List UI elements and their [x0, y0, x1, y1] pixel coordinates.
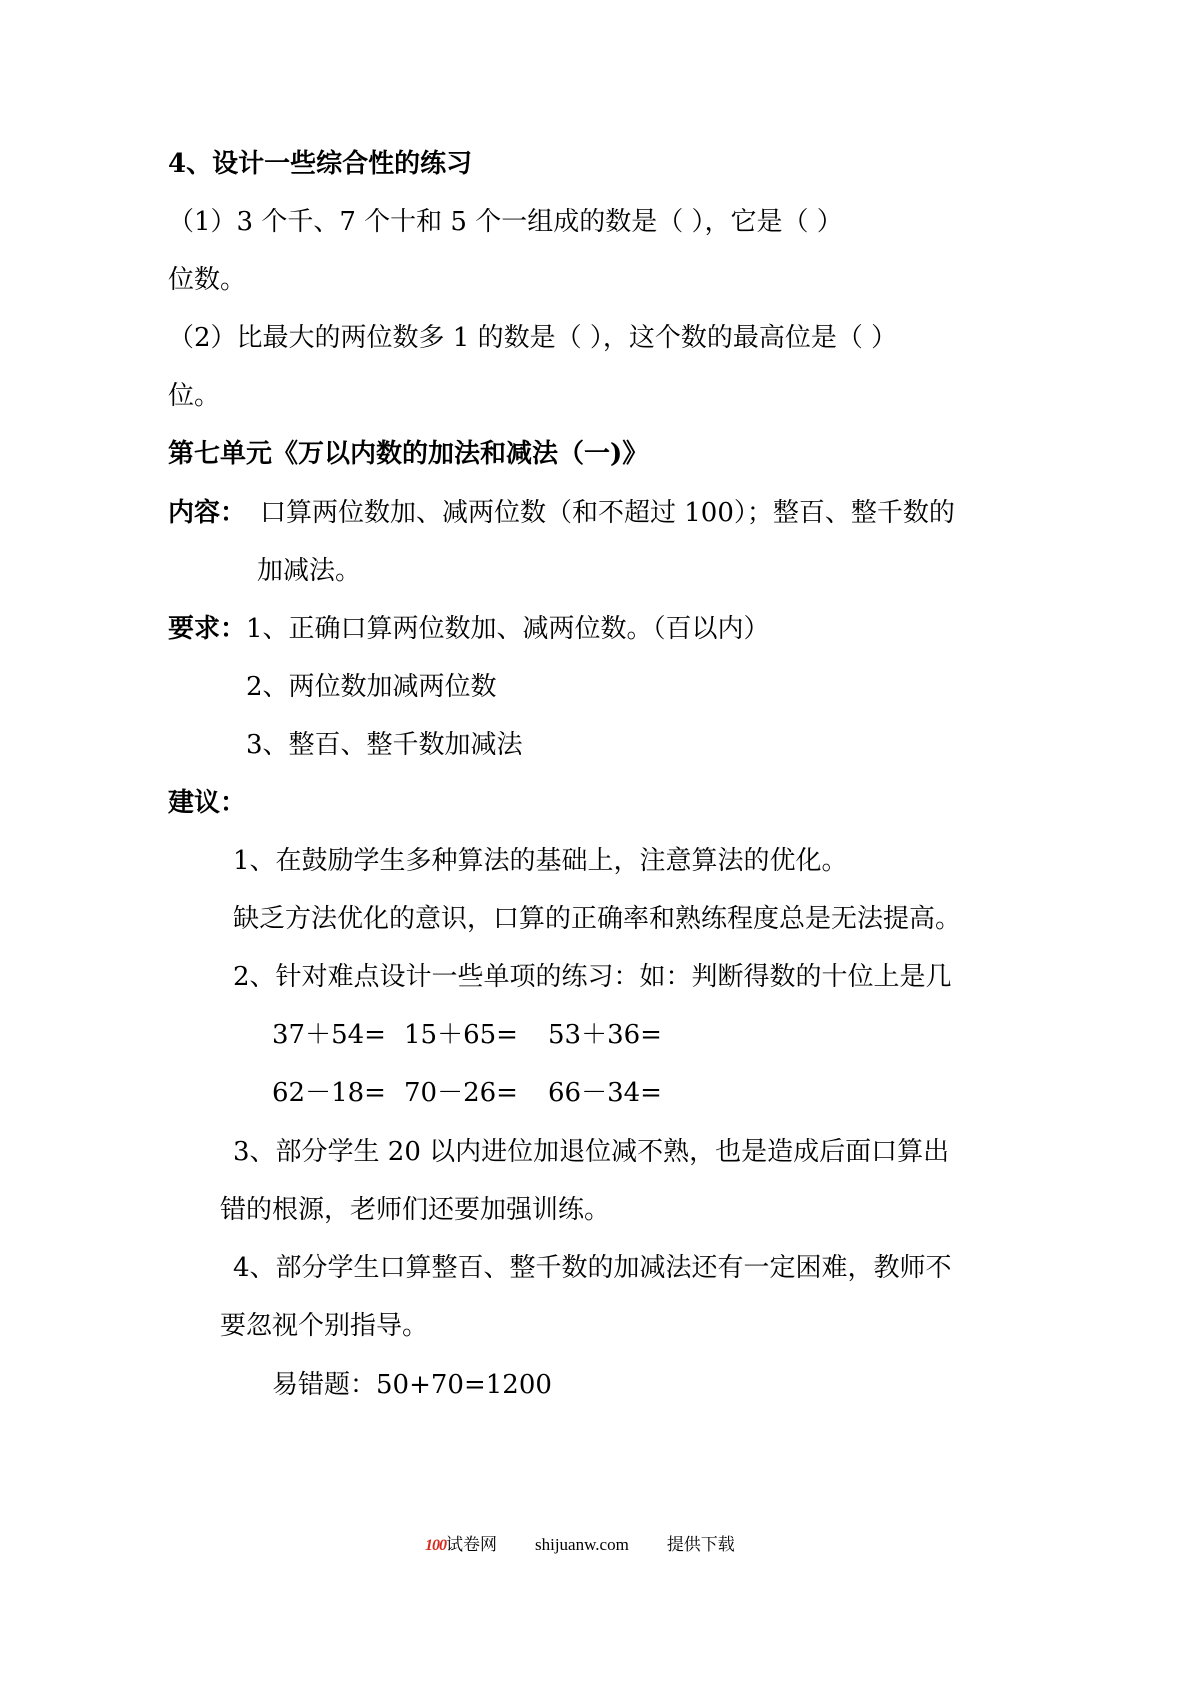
requirements-label: 要求： [168, 614, 247, 644]
content-label: 内容： [168, 498, 247, 528]
question-1-line-1: （1）3 个千、7 个十和 5 个一组成的数是（ ），它是（ ） [168, 207, 843, 237]
section-heading-4: 4、设计一些综合性的练习 [168, 149, 473, 179]
question-1-line-2: 位数。 [168, 265, 247, 295]
site-name: 试卷网 [446, 1535, 497, 1554]
footer [425, 1533, 735, 1558]
suggestion-4-line-2: 要忽视个别指导。 [220, 1311, 429, 1341]
site-domain-link[interactable]: shijuanw.com [535, 1535, 629, 1554]
content-text-line-1: 口算两位数加、减两位数（和不超过 100）；整百、整千数的 [260, 498, 955, 528]
requirement-3: 3、整百、整千数加减法 [246, 730, 523, 760]
suggestion-1: 1、在鼓励学生多种算法的基础上，注意算法的优化。 [233, 846, 848, 876]
requirement-2: 2、两位数加减两位数 [246, 672, 497, 702]
suggestion-3-line-2: 错的根源，老师们还要加强训练。 [220, 1195, 611, 1225]
equation-2: 15＋65= [404, 1020, 518, 1050]
suggestion-3-line-1: 3、部分学生 20 以内进位加退位减不熟，也是造成后面口算出 [233, 1137, 950, 1167]
suggestions-label: 建议： [168, 788, 247, 818]
site-logo: 100 [425, 1537, 446, 1554]
footer-slogan: 提供下载 [666, 1535, 735, 1554]
suggestion-1-detail: 缺乏方法优化的意识，口算的正确率和熟练程度总是无法提高。 [233, 904, 962, 934]
unit-title: 第七单元《万以内数的加法和减法（一)》 [168, 439, 649, 469]
suggestion-2: 2、针对难点设计一些单项的练习：如：判断得数的十位上是几 [233, 962, 952, 992]
suggestion-4-line-1: 4、部分学生口算整百、整千数的加减法还有一定困难，教师不 [233, 1253, 952, 1283]
question-2-line-2: 位。 [168, 381, 221, 411]
equation-4: 62－18= [272, 1078, 386, 1108]
error-prone-question: 易错题：50+70=1200 [272, 1370, 552, 1400]
question-2-line-1: （2）比最大的两位数多 1 的数是（ ），这个数的最高位是（ ） [168, 323, 898, 353]
requirement-1: 1、正确口算两位数加、减两位数。（百以内） [246, 614, 770, 644]
content-text-line-2: 加减法。 [257, 556, 362, 586]
equation-5: 70－26= [404, 1078, 518, 1108]
equation-1: 37＋54= [272, 1020, 386, 1050]
equation-3: 53＋36= [548, 1020, 662, 1050]
equation-6: 66－34= [548, 1078, 662, 1108]
